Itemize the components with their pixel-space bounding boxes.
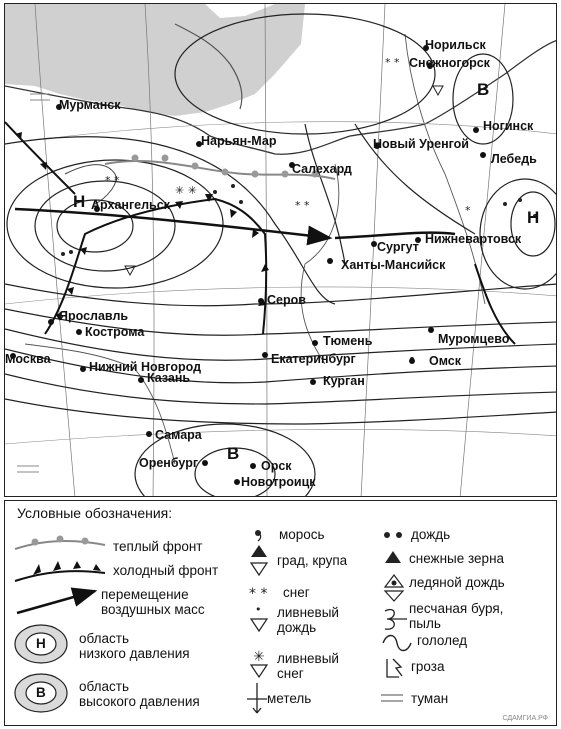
legend-blizzard-label: метель [267, 691, 312, 706]
city-kurgan: Курган [323, 374, 365, 388]
city-kazan: Казань [147, 371, 191, 385]
legend-hail-icon [251, 545, 267, 557]
watermark: СДАМГИА.РФ [502, 715, 548, 722]
legend-shower-snow-label-2: снег [277, 666, 304, 681]
city-nizhnevartovsk: Нижневартовск [425, 232, 522, 246]
city-nizhny-novgorod: Нижний Новгород [89, 360, 202, 374]
legend-sandstorm-label-1: песчаная буря, [409, 601, 504, 616]
city-orenburg: Оренбург [139, 456, 199, 470]
cold-front-west [5, 122, 75, 194]
city-muromtsevo: Муромцево [438, 332, 510, 346]
city-norilsk: Норильск [425, 38, 486, 52]
pressure-high-north: В [477, 80, 490, 99]
legend-rain-icon [384, 532, 402, 538]
legend-high-label-2: высокого давления [79, 694, 200, 709]
legend-shower-rain-icon: • [255, 603, 262, 616]
city-snezhnogorsk: Снежногорск [409, 56, 490, 70]
legend-hail-label: град, крупа [277, 553, 348, 568]
city-arkhangelsk: Архангельск [91, 198, 170, 212]
legend-cold-front-line [15, 571, 105, 581]
city-lebed: Лебедь [491, 152, 537, 166]
isobar-band-5 [5, 374, 557, 404]
city-murmansk: Мурманск [59, 98, 121, 112]
legend-snow-label: снег [283, 585, 310, 600]
city-surgut: Сургут [377, 240, 419, 254]
city-salekhard: Салехард [292, 162, 352, 176]
legend-shower-snow-label-1: ливневый [277, 651, 339, 666]
map-graphic [5, 4, 557, 497]
city-ekaterinburg: Екатеринбург [271, 352, 356, 366]
legend-ice-label: гололед [417, 633, 468, 648]
legend-shower-snow-icon: ✳ [253, 649, 265, 665]
legend-drizzle-label: морось [279, 527, 325, 542]
svg-text:* *: * * [295, 199, 310, 212]
legend-low-label-2: низкого давления [79, 646, 190, 661]
pressure-low-arkhangelsk: Н [73, 192, 86, 211]
legend-high-label-1: область [79, 679, 129, 694]
weather-map [4, 3, 557, 497]
city-omsk: Омск [429, 354, 462, 368]
legend-low-symbol: Н [36, 636, 46, 651]
parallel-3 [5, 429, 557, 444]
pressure-high-south: В [227, 444, 240, 463]
legend-thunderstorm-label: гроза [411, 659, 445, 674]
legend-warm-front-label: теплый фронт [113, 539, 203, 554]
city-serov: Серов [267, 293, 306, 307]
city-khanty-mansiysk: Ханты-Мансийск [341, 258, 446, 272]
legend-freezing-rain-label: ледяной дождь [409, 575, 505, 590]
city-naryan-mar: Нарьян-Мар [201, 134, 277, 148]
legend-snow-icon: * * [249, 586, 268, 602]
legend-thunderstorm-icon [387, 659, 402, 677]
svg-text:*: * [465, 204, 471, 217]
legend-arrow [17, 591, 95, 613]
legend-title: Условные обозначения: [17, 505, 173, 521]
legend-sandstorm-label-2: пыль [409, 616, 441, 631]
city-yaroslavl: Ярославль [59, 309, 129, 323]
city-noginsk: Ногинск [483, 119, 534, 133]
legend-high-symbol: В [36, 685, 46, 700]
svg-text:* *: * * [105, 174, 120, 187]
legend-sandstorm-icon [385, 610, 407, 630]
city-samara: Самара [155, 428, 202, 442]
legend-snow-pellets-label: снежные зерна [409, 551, 505, 566]
legend-cold-front-label: холодный фронт [113, 563, 219, 578]
legend [4, 500, 557, 726]
svg-text:✳ ✳: ✳ ✳ [175, 184, 197, 197]
legend-ice-icon [383, 636, 411, 651]
city-novy-urengoy: Новый Уренгой [373, 137, 469, 151]
city-orsk: Орск [261, 459, 292, 473]
legend-low-label-1: область [79, 631, 129, 646]
legend-fog-label: туман [411, 691, 449, 706]
legend-fog-icon [381, 695, 403, 701]
city-kostroma: Кострома [85, 325, 145, 339]
isobar-band-6 [5, 399, 557, 424]
legend-air-mass-label-1: перемещение [101, 587, 189, 602]
legend-rain-label: дождь [411, 527, 451, 542]
svg-text:* *: * * [385, 56, 400, 69]
city-moskva: Москва [5, 352, 51, 366]
pressure-low-east: Н [527, 208, 540, 227]
barents-sea [5, 4, 305, 116]
legend-shower-rain-label-1: ливневый [277, 605, 339, 620]
legend-air-mass-label-2: воздушных масс [101, 602, 205, 617]
legend-blizzard-icon [247, 683, 267, 713]
legend-shower-rain-label-2: дождь [277, 620, 317, 635]
city-novotroitsk: Новотроицк [241, 475, 316, 489]
legend-snow-pellets-icon [385, 551, 401, 563]
city-tyumen: Тюмень [323, 334, 373, 348]
